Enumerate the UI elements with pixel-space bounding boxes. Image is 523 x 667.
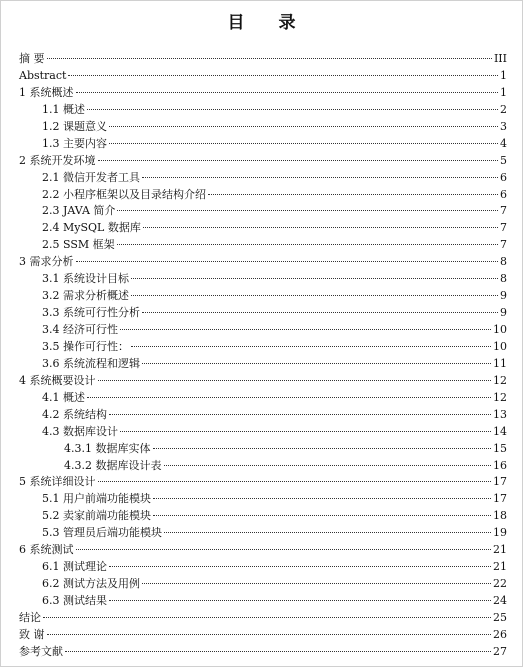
toc-entry[interactable] [19, 508, 507, 525]
toc-entry-page: 8 [500, 255, 507, 269]
toc-leader-dots [153, 498, 491, 499]
toc-entry-page: 15 [493, 441, 507, 455]
toc-leader-dots [208, 194, 498, 195]
toc-leader-dots [131, 295, 498, 296]
toc-entry-label: 1.3 主要内容 [42, 136, 107, 150]
toc-entry-label: 摘 要 [19, 52, 45, 65]
toc-entry-page: 17 [493, 475, 507, 489]
toc-entry-page: 6 [500, 170, 507, 184]
toc-entry-page: 10 [493, 323, 507, 336]
toc-entry-page: 27 [493, 644, 507, 658]
toc-entry-page: 5 [500, 153, 507, 167]
toc-leader-dots [47, 58, 492, 59]
toc-entry-page: 8 [500, 272, 507, 286]
toc-entry-page: 21 [493, 560, 507, 574]
toc-entry-label: 3.4 经济可行性 [42, 323, 118, 336]
toc-entry-page: 7 [500, 204, 507, 218]
toc-entry-label: 参考文献 [19, 644, 63, 658]
toc-entry[interactable] [19, 203, 507, 220]
toc-entry[interactable] [19, 339, 507, 356]
toc-entry-page: 26 [493, 627, 507, 641]
toc-leader-dots [153, 515, 491, 516]
toc-entry-page: III [493, 52, 507, 65]
toc-entry[interactable] [19, 525, 507, 542]
toc-leader-dots [43, 617, 491, 618]
toc-leader-dots [76, 261, 499, 262]
toc-entry[interactable] [19, 322, 507, 339]
toc-leader-dots [98, 380, 492, 381]
toc-entry-label: 2.1 微信开发者工具 [42, 170, 140, 184]
toc-entry[interactable] [19, 136, 507, 153]
toc-entry[interactable] [19, 390, 507, 407]
toc-leader-dots [87, 397, 491, 398]
toc-entry-label: 6.2 测试方法及用例 [42, 577, 140, 591]
toc-entry[interactable] [19, 474, 507, 491]
toc-entry[interactable] [19, 85, 507, 102]
toc-entry[interactable] [19, 68, 507, 85]
toc-entry[interactable] [19, 271, 507, 288]
toc-entry[interactable] [19, 102, 507, 119]
toc-entry[interactable] [19, 441, 507, 458]
toc-entry[interactable] [19, 559, 507, 576]
toc-entry-label: 致 谢 [19, 627, 45, 641]
toc-entry-label: 3.6 系统流程和逻辑 [42, 356, 140, 370]
toc-entry[interactable] [19, 610, 507, 627]
toc-entry-label: 2.5 SSM 框架 [42, 238, 115, 252]
toc-leader-dots [164, 465, 492, 466]
toc-entry[interactable] [19, 187, 507, 204]
toc-entry-page: 24 [493, 594, 507, 607]
toc-entry[interactable] [19, 51, 507, 68]
toc-entry-page: 16 [493, 458, 507, 472]
toc-entry-page: 9 [500, 289, 507, 303]
toc-entry[interactable] [19, 220, 507, 237]
toc-leader-dots [117, 210, 498, 211]
toc-leader-dots [120, 329, 491, 330]
toc-entry-page: 22 [493, 577, 507, 591]
toc-entry-label: 2.3 JAVA 简介 [42, 204, 116, 218]
toc-entry-label: 1 系统概述 [19, 85, 74, 99]
toc-leader-dots [142, 583, 491, 584]
toc-entry-page: 10 [493, 339, 507, 353]
toc-entry-label: 2.2 小程序框架以及目录结构介绍 [42, 187, 206, 201]
toc-entry-label: 4.3.2 数据库设计表 [64, 458, 162, 472]
toc-entry[interactable] [19, 424, 507, 441]
toc-entry-page: 18 [493, 509, 507, 523]
toc-entry[interactable] [19, 305, 507, 322]
toc-list [19, 51, 507, 661]
toc-entry-page: 6 [500, 187, 507, 201]
toc-leader-dots [164, 532, 491, 533]
toc-leader-dots [76, 92, 499, 93]
toc-entry-label: 1.1 概述 [42, 102, 85, 116]
toc-entry[interactable] [19, 170, 507, 187]
toc-entry[interactable] [19, 356, 507, 373]
toc-entry-label: 2.4 MySQL 数据库 [42, 221, 141, 235]
toc-entry[interactable] [19, 237, 507, 254]
toc-entry[interactable] [19, 119, 507, 136]
toc-leader-dots [143, 227, 498, 228]
toc-entry-label: 4.1 概述 [42, 390, 85, 404]
toc-entry-label: 2 系统开发环境 [19, 153, 96, 167]
toc-entry-page: 7 [500, 238, 507, 252]
toc-entry-page: 4 [500, 136, 507, 150]
toc-entry-label: 3 需求分析 [19, 255, 74, 269]
toc-entry[interactable] [19, 407, 507, 424]
toc-leader-dots [142, 177, 498, 178]
toc-entry[interactable] [19, 254, 507, 271]
toc-entry-label: 3.3 系统可行性分析 [42, 306, 140, 320]
toc-entry-label: 4.3.1 数据库实体 [64, 441, 151, 455]
toc-leader-dots [47, 634, 492, 635]
toc-entry-page: 1 [500, 68, 507, 82]
toc-entry[interactable] [19, 491, 507, 508]
toc-entry-page: 14 [493, 424, 507, 438]
toc-entry-page: 2 [500, 102, 507, 116]
toc-entry[interactable] [19, 627, 507, 644]
toc-leader-dots [109, 143, 498, 144]
page-title: 目 录 [227, 13, 310, 33]
toc-entry-label: 5.2 卖家前端功能模块 [42, 509, 151, 523]
toc-entry[interactable] [19, 458, 507, 475]
toc-entry-label: 3.5 操作可行性： [42, 339, 129, 353]
toc-entry[interactable] [19, 644, 507, 661]
toc-entry-label: 结论 [19, 610, 41, 624]
toc-leader-dots [109, 600, 491, 601]
toc-entry-label: 3.1 系统设计目标 [42, 272, 129, 286]
toc-entry-page: 3 [500, 119, 507, 133]
toc-leader-dots [142, 363, 491, 364]
toc-entry-label: 1.2 课题意义 [42, 119, 107, 133]
toc-leader-dots [76, 549, 492, 550]
toc-leader-dots [65, 651, 491, 652]
toc-entry-label: 5.3 管理员后端功能模块 [42, 526, 162, 540]
toc-entry-label: 5.1 用户前端功能模块 [42, 492, 151, 506]
toc-leader-dots [68, 75, 498, 76]
toc-leader-dots [98, 160, 499, 161]
toc-entry-page: 1 [500, 85, 507, 99]
toc-entry-page: 21 [493, 543, 507, 557]
toc-entry[interactable] [19, 576, 507, 593]
toc-entry-page: 25 [493, 610, 507, 624]
toc-leader-dots [131, 278, 498, 279]
toc-entry-page: 11 [493, 356, 507, 370]
toc-leader-dots [98, 481, 492, 482]
toc-entry[interactable] [19, 373, 507, 390]
toc-leader-dots [131, 346, 491, 347]
toc-entry-page: 13 [493, 407, 507, 421]
toc-entry-page: 12 [493, 390, 507, 404]
toc-entry-label: 6 系统测试 [19, 543, 74, 557]
toc-leader-dots [109, 126, 498, 127]
toc-leader-dots [153, 448, 492, 449]
toc-entry-label: 3.2 需求分析概述 [42, 289, 129, 303]
toc-entry-page: 19 [493, 526, 507, 540]
toc-entry-label: 5 系统详细设计 [19, 475, 96, 489]
toc-entry-label: 4.3 数据库设计 [42, 424, 118, 438]
toc-entry-page: 17 [493, 492, 507, 506]
toc-entry[interactable] [19, 153, 507, 170]
toc-entry[interactable] [19, 593, 507, 610]
toc-entry[interactable] [19, 288, 507, 305]
toc-entry[interactable] [19, 542, 507, 559]
toc-entry-label: 6.3 测试结果 [42, 594, 107, 607]
toc-leader-dots [109, 566, 491, 567]
toc-entry-label: 4 系统概要设计 [19, 373, 96, 387]
toc-entry-page: 12 [493, 373, 507, 387]
toc-entry-page: 7 [500, 221, 507, 235]
toc-entry-label: 6.1 测试理论 [42, 560, 107, 574]
toc-leader-dots [87, 109, 498, 110]
toc-entry-label: Abstract [19, 68, 67, 82]
toc-leader-dots [120, 431, 491, 432]
toc-leader-dots [109, 414, 491, 415]
toc-leader-dots [142, 312, 498, 313]
toc-leader-dots [117, 244, 498, 245]
toc-entry-label: 4.2 系统结构 [42, 407, 107, 421]
toc-entry-page: 9 [500, 306, 507, 320]
